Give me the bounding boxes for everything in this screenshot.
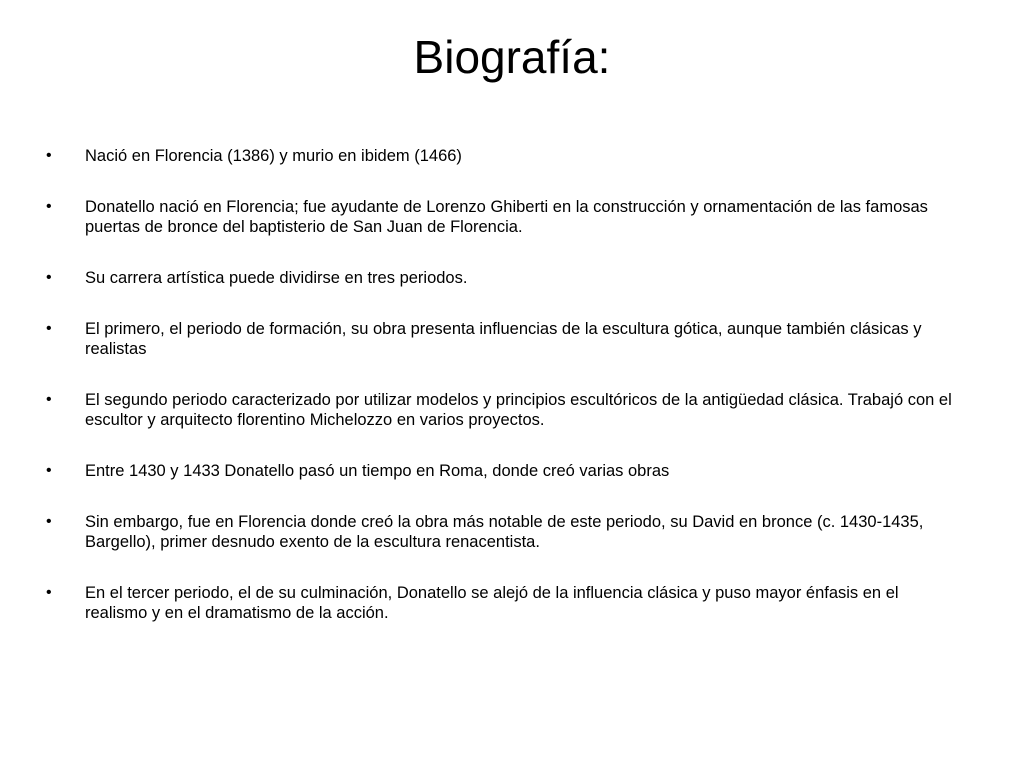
bullet-icon: • bbox=[46, 391, 52, 408]
bullet-text: El primero, el periodo de formación, su obra presenta influencias de la escultura gótica, aunque también clásicas y realistas bbox=[85, 320, 922, 358]
bullet-item bbox=[40, 268, 965, 288]
bullet-item bbox=[40, 583, 965, 623]
bullet-icon: • bbox=[46, 147, 52, 164]
bullet-list bbox=[40, 146, 965, 654]
bullet-text: El segundo periodo caracterizado por utilizar modelos y principios escultóricos de la antigüedad clásica. Trabajó con el escultor y arquitecto florentino Michelozzo en varios proyectos. bbox=[85, 391, 952, 429]
bullet-icon: • bbox=[46, 269, 52, 286]
bullet-icon: • bbox=[46, 513, 52, 530]
bullet-text: Entre 1430 y 1433 Donatello pasó un tiempo en Roma, donde creó varias obras bbox=[85, 462, 670, 480]
bullet-text: Su carrera artística puede dividirse en tres periodos. bbox=[85, 269, 468, 287]
bullet-icon: • bbox=[46, 462, 52, 479]
bullet-item bbox=[40, 390, 965, 430]
bullet-icon: • bbox=[46, 198, 52, 215]
bullet-item bbox=[40, 461, 965, 481]
bullet-item bbox=[40, 197, 965, 237]
bullet-icon: • bbox=[46, 584, 52, 601]
bullet-text: Nació en Florencia (1386) y murio en ibidem (1466) bbox=[85, 147, 462, 165]
bullet-item bbox=[40, 512, 965, 552]
slide-title: Biografía: bbox=[413, 31, 611, 83]
bullet-item bbox=[40, 319, 965, 359]
bullet-text: Donatello nació en Florencia; fue ayudante de Lorenzo Ghiberti en la construcción y ornamentación de las famosas puertas de bronce del baptisterio de San Juan de Florencia. bbox=[85, 198, 928, 236]
bullet-text: Sin embargo, fue en Florencia donde creó la obra más notable de este periodo, su David en bronce (c. 1430-1435, Bargello), primer desnudo exento de la escultura renacentista. bbox=[85, 513, 924, 551]
bullet-item bbox=[40, 146, 965, 166]
bullet-icon: • bbox=[46, 320, 52, 337]
bullet-text: En el tercer periodo, el de su culminación, Donatello se alejó de la influencia clásica y puso mayor énfasis en el realismo y en el dramatismo de la acción. bbox=[85, 584, 899, 622]
